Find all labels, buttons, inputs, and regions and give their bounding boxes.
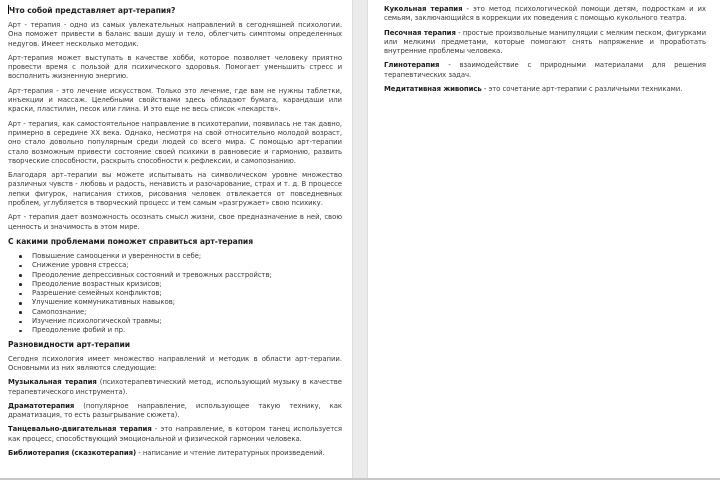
list-item: Преодоление фобий и пр. (32, 326, 342, 335)
therapy-desc: - взаимодействие с природными материалами для решения терапевтических задач. (384, 61, 706, 79)
therapy-term: Танцевально-двигательная терапия (8, 425, 152, 434)
list-item: Изучение психологической травмы; (32, 317, 342, 326)
heading-what-is-art-therapy: Что собой представляет арт-терапия? (9, 6, 176, 15)
therapy-type-item (8, 425, 342, 444)
paragraph: Арт - терапия, как самостоятельное направление в психотерапии, появилась не так давно, примерно в середине XX века. Однако, несмотря на свой относительно молодой возраст, оно стало довольно популярным среди людей со всего мира. С помощью арт-терапии стало возможным привести состояние своей психики в равновесие и гармонию, развить творческие способности, раскрыть способности к рефлексии, и самопознанию. (8, 119, 342, 165)
list-item: Повышение самооценки и уверенности в себе; (32, 252, 342, 261)
therapy-term: Песочная терапия (384, 28, 456, 37)
paragraph: Арт - терапия дает возможность осознать смысл жизни, свое предназначение в ней, свою ценность и значимость в этом мире. (8, 213, 342, 231)
therapy-term: Библиотерапия (сказкотерапия) (8, 448, 137, 457)
therapy-term: Медитативная живопись (384, 85, 482, 94)
therapy-desc: (популярное направление, использующее такую технику, как драматизация, то есть разыгрывание сюжета). (8, 401, 342, 420)
paragraph-intro: Сегодня психология имеет множество направлений и методик в области арт-терапии. Основными из них являются следующие: (8, 354, 342, 372)
list-item: Улучшение коммуникативных навыков; (32, 298, 342, 307)
therapy-term: Драматотерапия (8, 401, 75, 410)
list-item: Преодоление депрессивных состояний и тревожных расстройств; (32, 271, 342, 280)
therapy-desc: - это направление, в котором танец используется как процесс, способствующий эмоциональной и физической гармонии человека. (8, 425, 343, 443)
therapy-desc: - это метод психологической помощи детям, подросткам и их семьям, заключающийся в коррекции их поведения с помощью кукольного театра. (384, 5, 706, 23)
therapy-desc: - написание и чтение литературных произведений. (136, 448, 325, 457)
therapy-type-item (384, 5, 706, 24)
therapy-term: Глинотерапия (384, 61, 440, 70)
list-item: Разрешение семейных конфликтов; (32, 289, 342, 298)
therapy-type-item (8, 449, 342, 458)
therapy-desc: - это сочетание арт-терапии с различными техниками. (481, 85, 683, 94)
paragraph: Арт - терапия - одно из самых увлекательных направлений в сегодняшней психологии. Она поможет привести в баланс ваши душу и тело, облегчить симптомы определенных недугов. Имеет несколько методик. (8, 21, 342, 48)
list-item: Снижение уровня стресса; (32, 261, 342, 270)
therapy-desc: - простые произвольные манипуляции с мелким песком, фигурками или мелкими предметами, которые помогают снять напряжение и проработать внутренние проблемы человека. (384, 28, 707, 56)
therapy-type-item (8, 402, 342, 421)
therapy-type-item (384, 61, 706, 80)
list-item: Самопознание; (32, 308, 342, 317)
paragraph: Благодаря арт–терапии вы можете испытывать на символическом уровне множество различных чувств - любовь и радость, ненависть и разочарование, страх и т. д. В процессе лепки фигурок, написания стихов, рисования человек отвлекается от повседневных проблем, углубляется в творческий процесс и тем самым «разгружает» свою психику. (8, 171, 342, 208)
heading-types: Разновидности арт-терапии (8, 339, 131, 349)
list-item: Преодоление возрастных кризисов; (32, 280, 342, 289)
problems-list (8, 252, 342, 336)
therapy-term: Кукольная терапия (384, 5, 463, 13)
document-page-right[interactable] (368, 0, 720, 478)
paragraph: Арт-терапия может выступать в качестве хобби, которое позволяет человеку приятно провести время с пользой для психического здоровья. Помогает уменьшить стресс и восполнить жизненную энергию. (8, 53, 342, 81)
therapy-type-item (384, 29, 706, 57)
page-gutter (352, 0, 368, 480)
heading-problems: С какими проблемами поможет справиться арт-терапия (8, 236, 254, 246)
therapy-type-item (8, 378, 342, 397)
therapy-desc: (психотерапевтический метод, использующий музыку в качестве терапевтического инструмента). (8, 378, 342, 396)
therapy-type-item (384, 85, 706, 94)
document-page-left[interactable] (0, 0, 352, 478)
paragraph: Арт-терапия - это лечение искусством. Только это лечение, где вам не нужны таблетки, инъекции и массаж. Целебными свойствами здесь обладают бумага, карандаши или краски, пластилин, песок или глина. И это еще не весь список «лекарств». (8, 86, 342, 114)
therapy-term: Музыкальная терапия (8, 378, 97, 387)
